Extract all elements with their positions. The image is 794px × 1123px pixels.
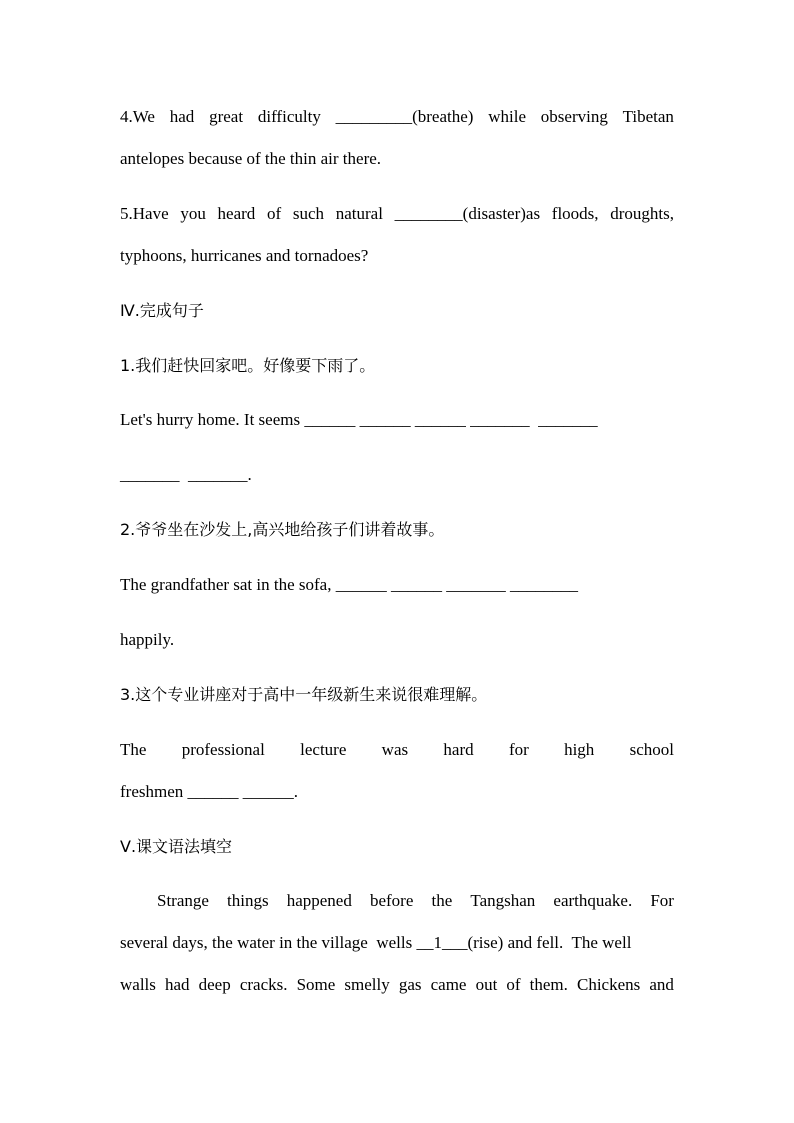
word: of [267,204,282,223]
word: high [564,740,595,759]
passage-line-2-end: (rise) and fell. The well [467,933,632,952]
word: was [381,740,409,759]
word: The [120,740,147,759]
word: you [180,204,206,223]
sentence-3-english-line-2: freshmen ______ ______. [120,782,299,801]
question-5-line-1 [120,204,674,224]
word: earthquake. [553,891,633,910]
passage-line-2-start: several days, the water in the village wells [120,933,417,952]
word: Strange [157,891,209,910]
word: deep [198,975,231,994]
word: and [649,975,674,994]
sentence-1-english-line-2: _______ _______. [120,465,252,484]
word: smelly [344,975,390,994]
word: hard [443,740,474,759]
word: came [430,975,467,994]
sentence-2-chinese: 2.爷爷坐在沙发上,高兴地给孩子们讲着故事。 [120,520,445,539]
section-5-heading: Ⅴ.课文语法填空 [120,837,233,856]
word: cracks. [239,975,288,994]
section-4-heading: Ⅳ.完成句子 [120,301,204,320]
word: 5.Have [120,204,169,223]
word: lecture [300,740,347,759]
word: Some [296,975,336,994]
word: professional [181,740,265,759]
question-4-line-1 [120,107,674,127]
word: them. [529,975,568,994]
sentence-1-chinese: 1.我们赶快回家吧。好像要下雨了。 [120,356,376,375]
word: walls [120,975,156,994]
word: ________(disaster)as [394,204,541,223]
word: of [506,975,521,994]
word: droughts, [610,204,674,223]
word: Tibetan [622,107,674,126]
word: while [488,107,526,126]
word: Chickens [577,975,641,994]
word: gas [398,975,422,994]
passage-line-1 [120,891,674,911]
word: things [227,891,269,910]
word: 4.We [120,107,155,126]
word: great [209,107,244,126]
blank-1[interactable]: __1___ [416,933,468,952]
word: such [292,204,325,223]
question-4-line-2: antelopes because of the thin air there. [120,149,382,168]
sentence-2-english-line-2: happily. [120,630,175,649]
word: floods, [551,204,599,223]
word: before [369,891,414,910]
sentence-3-chinese: 3.这个专业讲座对于高中一年级新生来说很难理解。 [120,685,488,704]
sentence-1-english-line-1: Let's hurry home. It seems ______ ______ ______ _______ _______ [120,410,598,429]
sentence-2-english-line-1: The grandfather sat in the sofa, ______ ______ _______ ________ [120,575,578,594]
word: the [431,891,453,910]
word: difficulty [257,107,321,126]
word: observing [540,107,608,126]
word: For [650,891,674,910]
word: _________(breathe) [335,107,474,126]
passage-line-2 [120,933,674,953]
word: out [475,975,498,994]
word: Tangshan [470,891,536,910]
word: happened [286,891,352,910]
word: had [164,975,190,994]
word: heard [217,204,256,223]
sentence-3-english-line-1 [120,740,674,760]
passage-line-3 [120,975,674,995]
word: had [169,107,195,126]
question-5-line-2: typhoons, hurricanes and tornadoes? [120,246,369,265]
word: for [508,740,529,759]
word: natural [335,204,383,223]
word: school [629,740,674,759]
